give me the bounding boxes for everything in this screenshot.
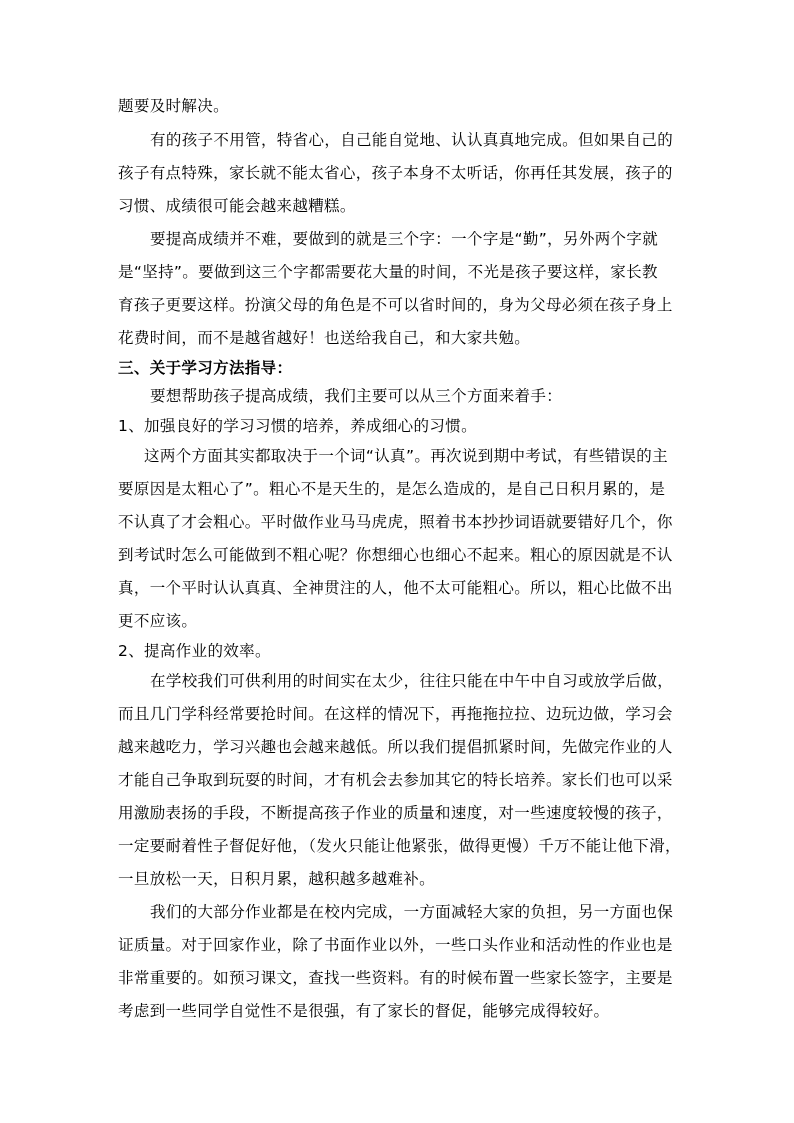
text-line: 一定要耐着性子督促好他，（发火只能让他紧张，做得更慢）千万不能让他下滑， [118, 837, 681, 855]
text-line: 考虑到一些同学自觉性不是很强，有了家长的督促，能够完成得较好。 [118, 1002, 610, 1020]
text-line: 题要及时解决。 [118, 97, 229, 115]
text-line: 非常重要的。如预习课文，查找一些资料。有的时候布置一些家长签字，主要是 [118, 969, 673, 987]
text-line: 花费时间，而不是越省越好！也送给我自己，和大家共勉。 [118, 329, 531, 347]
text-line: 要原因是太粗心了”。粗心不是天生的，是怎么造成的，是自己日积月累的，是 [118, 480, 666, 498]
text-line: 1、加强良好的学习习惯的培养，养成细心的习惯。 [118, 417, 477, 435]
text-line: 孩子有点特殊，家长就不能太省心，孩子本身不太听话，你再任其发展，孩子的 [118, 164, 673, 182]
text-line: 不认真了才会粗心。平时做作业马马虎虎，照着书本抄抄词语就要错好几个，你 [118, 513, 673, 531]
text-line: 而且几门学科经常要抢时间。在这样的情况下，再拖拖拉拉、边玩边做，学习会 [118, 705, 673, 723]
text-line: 是“坚持”。要做到这三个字都需要花大量的时间，不光是孩子要这样，家长教 [118, 263, 658, 281]
text-line: 这两个方面其实都取决于一个词“认真”。再次说到期中考试，有些错误的主 [144, 447, 668, 465]
text-line: 更不应该。 [118, 612, 198, 630]
text-line: 育孩子更要这样。扮演父母的角色是不可以省时间的，身为父母必须在孩子身上 [118, 296, 673, 314]
text-line: 习惯、成绩很可能会越来越糟糕。 [118, 197, 356, 215]
text-line: 要想帮助孩子提高成绩，我们主要可以从三个方面来着手： [150, 387, 563, 405]
text-line: 到考试时怎么可能做到不粗心呢？你想细心也细心不起来。粗心的原因就是不认 [118, 546, 673, 564]
text-line: 要提高成绩并不难，要做到的就是三个字：一个字是“勤”，另外两个字就 [150, 230, 659, 248]
text-line: 证质量。对于回家作业，除了书面作业以外，一些口头作业和活动性的作业也是 [118, 936, 673, 954]
text-line: 越来越吃力，学习兴趣也会越来越低。所以我们提倡抓紧时间，先做完作业的人 [118, 738, 673, 756]
text-line: 2、提高作业的效率。 [118, 642, 271, 660]
text-line: 真，一个平时认认真真、全神贯注的人，他不太可能粗心。所以，粗心比做不出 [118, 579, 673, 597]
text-line: 有的孩子不用管，特省心，自己能自觉地、认认真真地完成。但如果自己的 [150, 131, 674, 149]
text-line: 一旦放松一天，日积月累，越积越多越难补。 [118, 870, 436, 888]
text-line: 我们的大部分作业都是在校内完成，一方面减轻大家的负担，另一方面也保 [150, 903, 674, 921]
text-line: 才能自己争取到玩耍的时间，才有机会去参加其它的特长培养。家长们也可以采 [118, 771, 673, 789]
section-heading: 三、关于学习方法指导： [118, 359, 293, 377]
text-line: 用激励表扬的手段，不断提高孩子作业的质量和速度，对一些速度较慢的孩子， [118, 804, 673, 822]
text-line: 在学校我们可供利用的时间实在太少，往往只能在中午中自习或放学后做， [150, 672, 674, 690]
